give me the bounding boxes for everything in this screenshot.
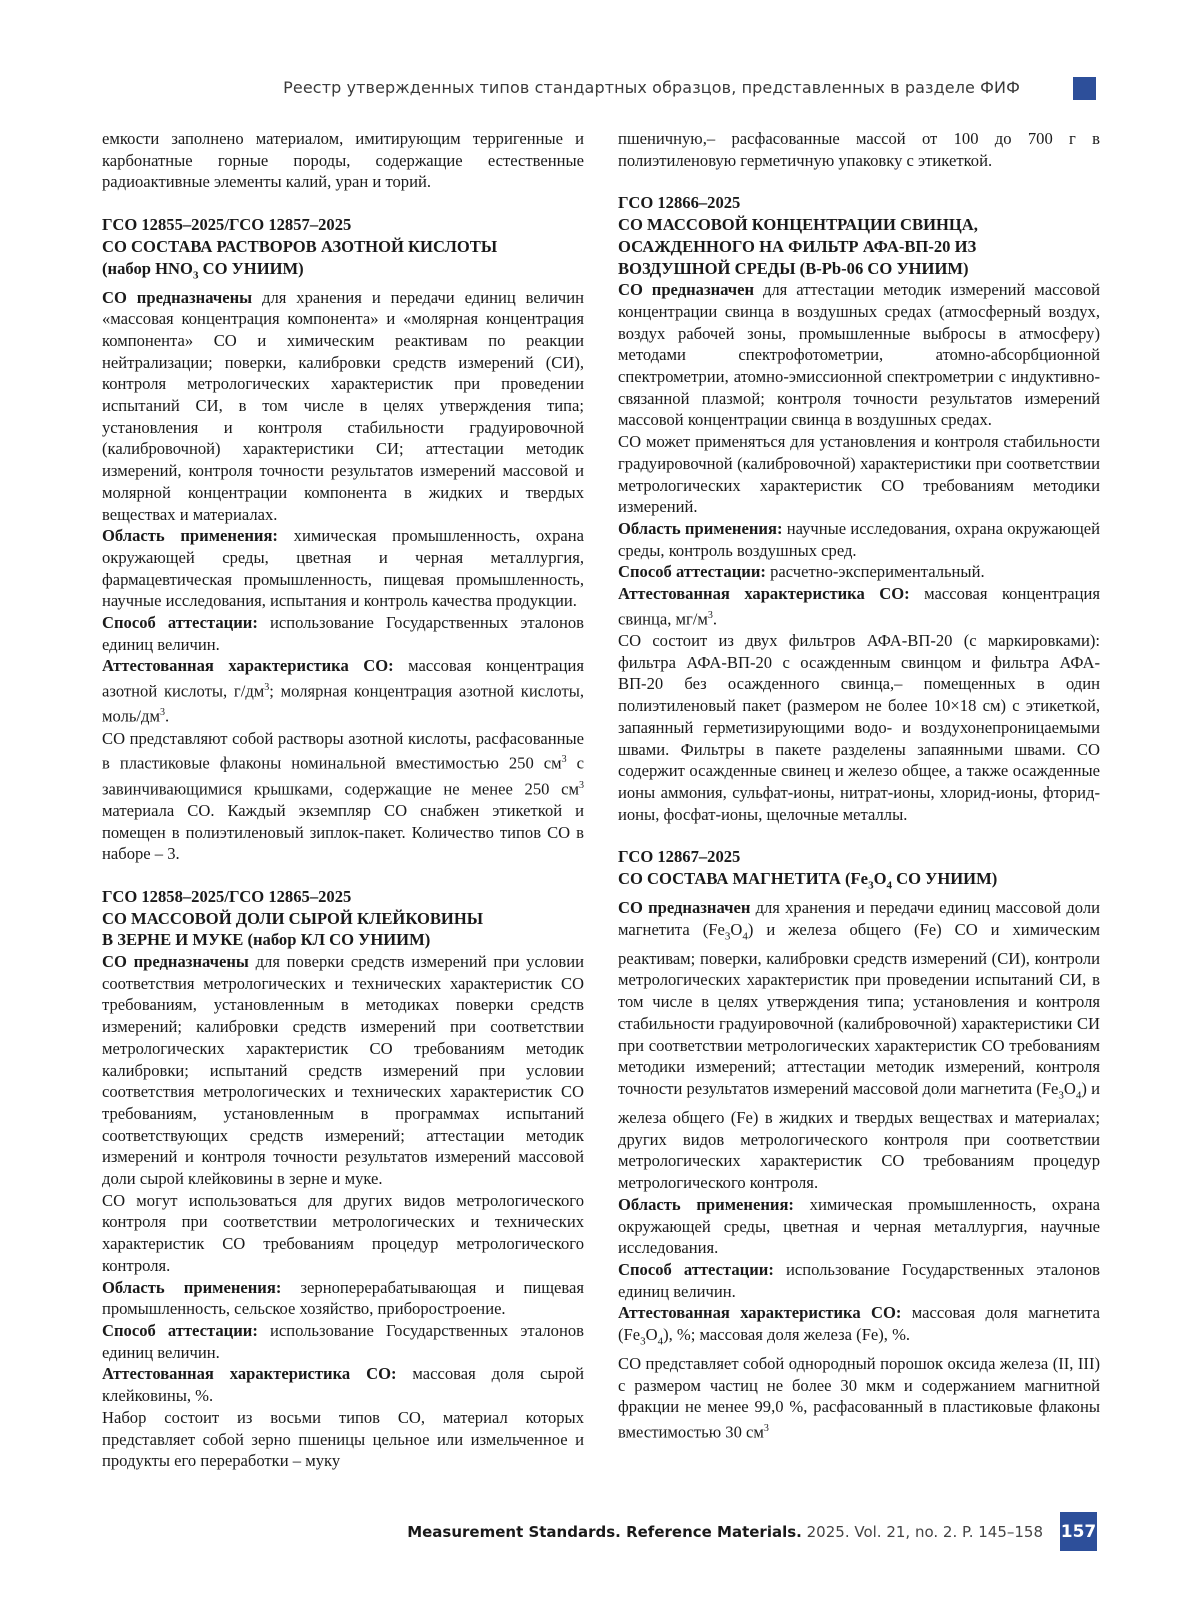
page-footer (407, 1523, 1043, 1541)
method-label: Способ аттестации: (102, 1321, 258, 1340)
description-paragraph: СО представляет собой однородный порошок оксида железа (II, III) с размером частиц не более 30 мкм и содержанием магнитной фракции не менее 99,0 %, расфасованный в пластиковые флаконы вместимостью 30 $см^3$ (618, 1354, 1100, 1442)
extra-paragraph: СО могут использоваться для других видов метрологического контроля при соответствии метрологических и технических характеристик СО требованиям процедур метрологического контроля. (102, 1190, 584, 1275)
entry-gso-12855 (102, 214, 584, 865)
right-column (618, 128, 1100, 1443)
method-label: Способ аттестации: (618, 1259, 774, 1279)
left-column (102, 128, 584, 1472)
running-header: Реестр утвержденных типов стандартных образцов, представленных в разделе ФИФ (283, 78, 1020, 97)
entry-gso-12867 (618, 846, 1100, 1443)
purpose-label: СО предназначен (618, 280, 755, 300)
purpose-paragraph: СО предназначены для поверки средств измерений при условии соответствия метрологических и технических характеристик СО требованиям, установленным в методиках поверки средств измерений; калибровки средств измерений при соответствии метрологических характеристик СО требованиям методик калибровки; испытаний средств измерений при условии соответствия метрологических и технических характеристик СО требованиям, установленным в программах испытаний соответствующих средств измерений; аттестации методик измерений и контроля точности результатов измерений массовой доли сырой клейковины в зерне и муке. (102, 952, 584, 1189)
entry-title: СО МАССОВОЙ ДОЛИ СЫРОЙ КЛЕЙКОВИНЫ (102, 908, 484, 928)
characteristic-label: Аттестованная характеристика СО: (102, 1364, 397, 1384)
purpose-paragraph: СО предназначены для хранения и передачи единиц величин «массовая концентрация компонента» и «молярная концентрация компонента» СО и химическим реактивам по реакции нейтрализации; поверки, калибровки средств измерений (СИ), контроля метрологических характеристик при проведении испытаний СИ, в том числе в целях утверждения типа; установления и контроля стабильности градуировочной (калибровочной) характеристики СИ; аттестации методик измерений, контроля точности результатов измерений массовой и молярной концентрации компонента в жидких и твердых веществах и материалах. (102, 287, 585, 524)
intro-paragraph: пшеничную,– расфасованные массой от 100 до 700 г в полиэтиленовую герметичную упаковку с этикеткой. (618, 129, 1100, 170)
description-paragraph: СО представляют собой растворы азотной кислоты, расфасованные в пластиковые флаконы номинальной вместимостью 250 $см^3$ с завинчивающимися крышками, содержащие не менее 250 $см^3$ материала СО. Каждый экземпляр СО снабжен этикеткой и помещен в полиэтиленовый зиплок-пакет. Количество типов СО в наборе – 3. (102, 728, 585, 864)
extra-paragraph: СО может применяться для установления и контроля стабильности градуировочной (калибровочной) характеристики при соответствии метрологических характеристик СО требованиям методики измерений. (618, 432, 1100, 517)
page-number: 157 (1060, 1512, 1097, 1551)
purpose-paragraph: СО предназначен для хранения и передачи единиц массовой доли магнетита $(Fe_3O_4)$ и железа общего (Fe) СО и химическим реактивам; поверки, калибровки средств измерений (СИ), контроли метрологических характеристик при проведении испытаний СИ, в том числе в целях утверждения типа; установления и контроля стабильности градуировочной (калибровочной) характеристики СИ при соответствии метрологических характеристик СО требованиям методики измерений; аттестации методик измерений, контроля точности результатов измерений массовой доли магнетита $(Fe_3O_4)$ и железа общего (Fe) в жидких и твердых веществах и материалах; других видов метрологического контроля при соответствии метрологических характеристик СО требованиям процедур метрологического контроля. (618, 898, 1100, 1193)
intro-paragraph: емкости заполнено материалом, имитирующим терригенные и карбонатные горные породы, содержащие естественные радиоактивные элементы калий, уран и торий. (102, 129, 584, 192)
intro-continuation (102, 128, 584, 193)
entry-title-line3: ВОЗДУШНОЙ СРЕДЫ (В-Pb-06 СО УНИИМ) (618, 258, 969, 278)
characteristic-paragraph: Аттестованная характеристика СО: массовая концентрация азотной кислоты, $г/дм^3$; молярная концентрация азотной кислоты, моль/$дм^3$. (102, 656, 584, 726)
area-paragraph: Область применения: научные исследования, охрана окружающей среды, контроль воздушных сред. (618, 518, 1101, 560)
description-paragraph: СО состоит из двух фильтров АФА-ВП-20 (с маркировками): фильтра АФА-ВП-20 с осажденным свинцом и фильтра АФА-ВП-20 без осажденного свинца,– помещенных в один полиэтиленовый пакет (размером не более 10×18 см) с этикеткой, запаянный герметизирующими водо- и воздухонепроницаемыми швами. Фильтры в пакете разделены запаянными швами. СО содержит осажденные свинец и железо общее, а также осажденные ионы аммония, сульфат-ионы, нитрат-ионы, хлорид-ионы, фторид-ионы, фосфат-ионы, щелочные металлы. (618, 631, 1100, 824)
entry-title-line2: В ЗЕРНЕ И МУКЕ (набор КЛ СО УНИИМ) (102, 930, 431, 950)
purpose-label: СО предназначены (102, 287, 253, 307)
area-label: Область применения: (618, 518, 783, 538)
method-paragraph: Способ аттестации: расчетно-экспериментальный. (618, 562, 985, 582)
purpose-paragraph: СО предназначен для аттестации методик измерений массовой концентрации свинца в воздушных средах (атмосферный воздух, воздух рабочей зоны, промышленные выбросы в атмосферу) методами спектрофотометрии, атомно-абсорбционной спектрометрии, атомно-эмиссионной спектрометрии с индуктивно-связанной плазмой; контроля точности результатов измерений массовой концентрации свинца в воздушных средах. (618, 280, 1100, 430)
entry-title: СО МАССОВОЙ КОНЦЕНТРАЦИИ СВИНЦА, (618, 215, 978, 235)
method-label: Способ аттестации: (102, 613, 258, 633)
area-label: Область применения: (102, 526, 278, 546)
method-paragraph: Способ аттестации: использование Государственных эталонов единиц величин. (618, 1259, 1100, 1301)
characteristic-label: Аттестованная характеристика СО: (618, 1303, 902, 1323)
entry-code: ГСО 12867–2025 (618, 847, 741, 867)
entry-title: СО СОСТАВА МАГНЕТИТА ($Fe_3O_4$ СО УНИИМ) (618, 869, 998, 892)
characteristic-paragraph: Аттестованная характеристика СО: массовая доля сырой клейковины, %. (102, 1364, 584, 1406)
entry-code: ГСО 12866–2025 (618, 193, 741, 213)
intro-continuation (618, 128, 1100, 171)
purpose-label: СО предназначен (618, 898, 751, 918)
characteristic-paragraph: Аттестованная характеристика СО: массовая концентрация свинца, $мг/м^3$. (618, 584, 1100, 629)
area-label: Область применения: (102, 1277, 282, 1297)
entry-code: ГСО 12858–2025/ГСО 12865–2025 (102, 886, 352, 906)
characteristic-label: Аттестованная характеристика СО: (102, 656, 394, 676)
method-paragraph: Способ аттестации: использование Государственных эталонов единиц величин. (102, 1321, 584, 1362)
entry-subtitle: (набор $HNO_3$ СО УНИИМ) (102, 258, 304, 281)
area-label: Область применения: (618, 1194, 794, 1214)
entry-gso-12866 (618, 192, 1100, 825)
characteristic-paragraph: Аттестованная характеристика СО: массовая доля магнетита $(Fe_3O_4)$, %; массовая доля железа (Fe), %. (618, 1303, 1100, 1348)
area-paragraph: Область применения: зерноперерабатывающая и пищевая промышленность, сельское хозяйство, приборостроение. (102, 1277, 584, 1319)
method-paragraph: Способ аттестации: использование Государственных эталонов единиц величин. (102, 613, 584, 654)
area-paragraph: Область применения: химическая промышленность, охрана окружающей среды, цветная и черная металлургия, фармацевтическая промышленность, пищевая промышленность, научные исследования, испытания и контроль качества продукции. (102, 526, 584, 611)
characteristic-label: Аттестованная характеристика СО: (618, 584, 910, 604)
entry-code: ГСО 12855–2025/ГСО 12857–2025 (102, 215, 352, 235)
entry-title-line2: ОСАЖДЕННОГО НА ФИЛЬТР АФА-ВП-20 ИЗ (618, 236, 977, 256)
journal-name: Measurement Standards. Reference Materials. (407, 1523, 802, 1541)
entry-title: СО СОСТАВА РАСТВОРОВ АЗОТНОЙ КИСЛОТЫ (102, 236, 498, 256)
area-paragraph: Область применения: химическая промышленность, охрана окружающей среды, цветная и черная металлургия, научные исследования. (618, 1194, 1100, 1258)
purpose-label: СО предназначены (102, 952, 249, 972)
description-paragraph: Набор состоит из восьми типов СО, материал которых представляет собой зерно пшеницы цельное или измельченное и продукты его переработки – муку (102, 1407, 584, 1471)
method-label: Способ аттестации: (618, 562, 766, 582)
issue-info: 2025. Vol. 21, no. 2. P. 145–158 (801, 1523, 1043, 1541)
header-accent-square (1073, 77, 1096, 100)
entry-gso-12858 (102, 886, 584, 1472)
